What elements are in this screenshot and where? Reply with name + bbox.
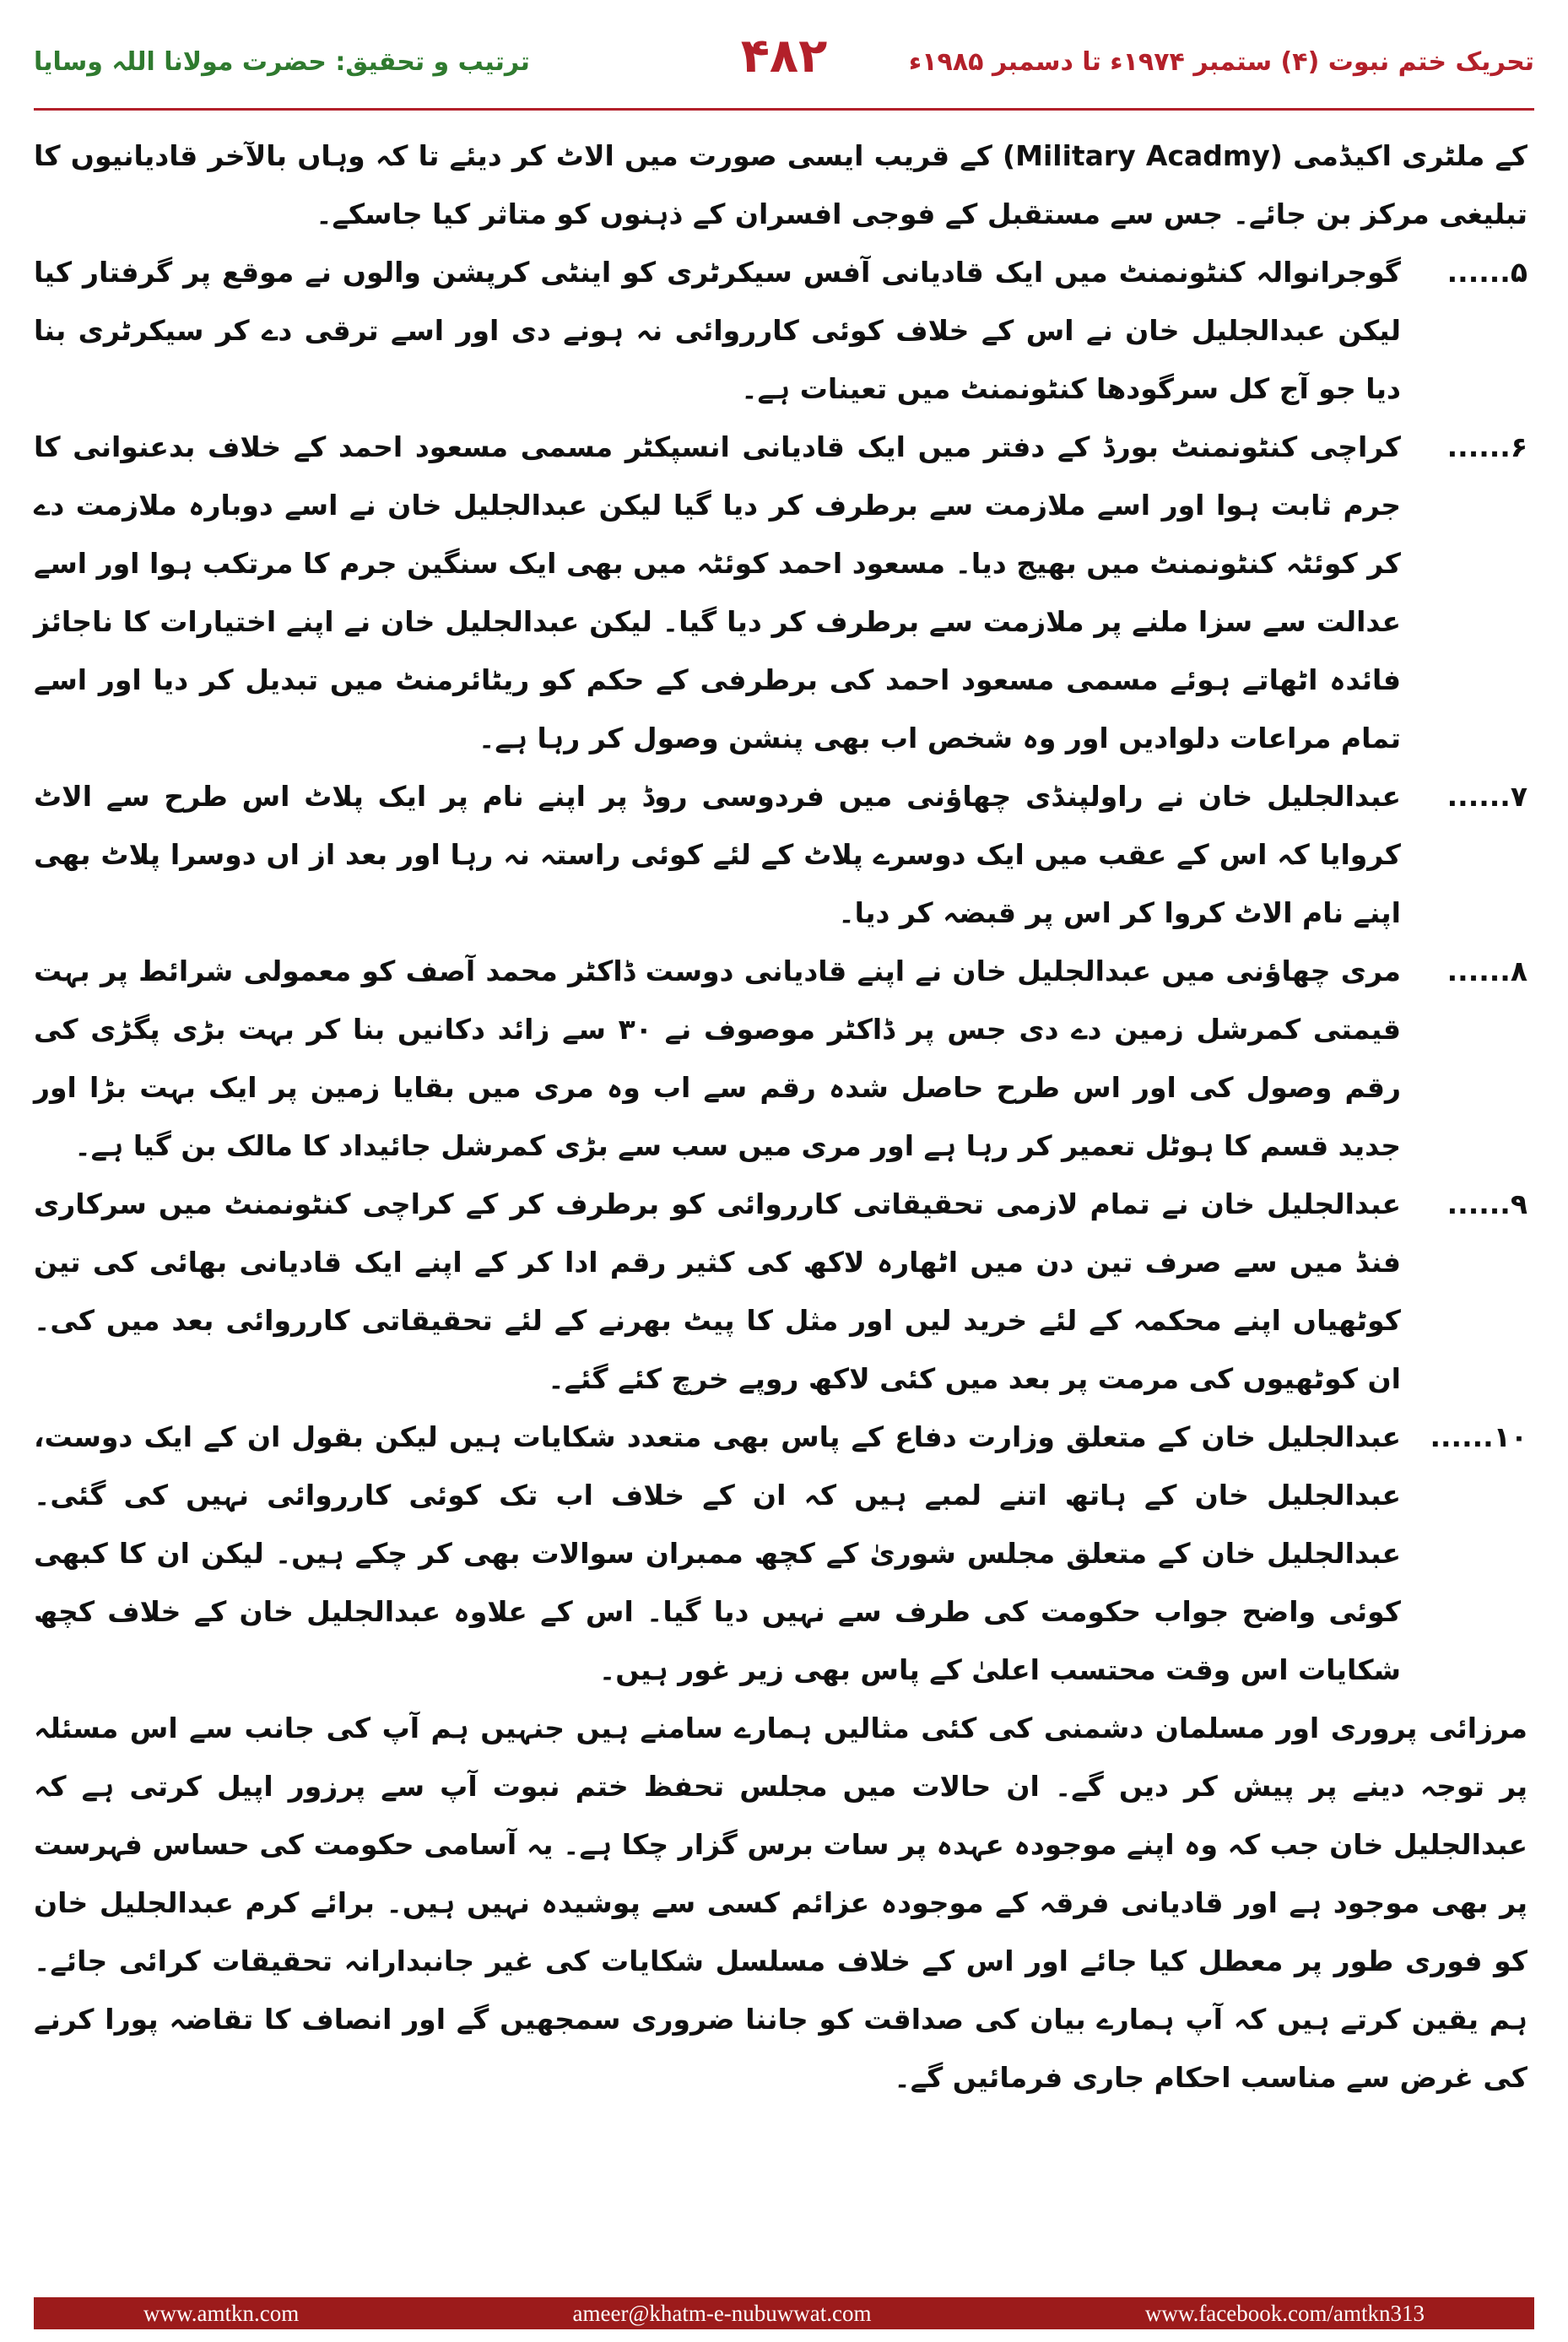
list-item bbox=[34, 418, 1527, 767]
item-text: عبدالجلیل خان نے راولپنڈی چھاؤنی میں فردوسی روڈ پر اپنے نام پر ایک پلاٹ اس طرح سے الاٹ کروایا کہ اس کے عقب میں ایک دوسرے پلاٹ کے لئے کوئی راستہ نہ رہا اور بعد از اں دوسرا پلاٹ بھی اپنے نام الاٹ کروا کر اس پر قبضہ کر دیا۔ bbox=[34, 780, 1401, 929]
closing-paragraph: مرزائی پروری اور مسلمان دشمنی کی کئی مثالیں ہمارے سامنے ہیں جنہیں ہم آپ کی جانب سے اس مسئلہ پر توجہ دینے پر پیش کر دیں گے۔ ان حالات میں مجلس تحفظ ختم نبوت آپ سے پرزور اپیل کرتی ہے کہ عبدالجلیل خان جب کہ وہ اپنے موجودہ عہدہ پر سات برس گزار چکا ہے۔ یہ آسامی حکومت کی حساس فہرست پر بھی موجود ہے اور قادیانی فرقہ کے موجودہ عزائم کسی سے پوشیدہ نہیں ہیں۔ برائے کرم عبدالجلیل خان کو فوری طور پر معطل کیا جائے اور اس کے خلاف مسلسل شکایات کی غیر جانبدارانہ تحقیقات کرائی جائے۔ ہم یقین کرتے ہیں کہ آپ ہمارے بیان کی صداقت کو جاننا ضروری سمجھیں گے اور انصاف کا تقاضہ پورا کرنے کی غرض سے مناسب احکام جاری فرمائیں گے۔ bbox=[34, 1712, 1528, 2094]
item-number: ۵...... bbox=[1446, 256, 1527, 289]
item-number: ۹...... bbox=[1446, 1187, 1527, 1220]
page-number: ۴۸۲ bbox=[740, 29, 828, 84]
item-text: کراچی کنٹونمنٹ بورڈ کے دفتر میں ایک قادیانی انسپکٹر مسمی مسعود احمد کے خلاف بدعنوانی کا جرم ثابت ہوا اور اسے ملازمت سے برطرف کر دیا گیا لیکن عبدالجلیل خان نے اسے دوبارہ ملازمت دے کر کوئٹہ کنٹونمنٹ میں بھیج دیا۔ مسعود احمد کوئٹہ میں بھی ایک سنگین جرم کا مرتکب ہوا اور اسے عدالت سے سزا ملنے پر ملازمت سے برطرف کر دیا گیا۔ لیکن عبدالجلیل خان نے اپنے اختیارات کا ناجائز فائدہ اٹھاتے ہوئے مسمی مسعود احمد کی برطرفی کے حکم کو ریٹائرمنٹ میں تبدیل کر دیا اور اسے تمام مراعات دلوادیں اور وہ شخص اب بھی پنشن وصول کر رہا ہے۔ bbox=[34, 430, 1401, 755]
facebook-link[interactable]: www.facebook.com/amtkn313 bbox=[1144, 2300, 1425, 2326]
list-item bbox=[34, 767, 1527, 942]
list-item bbox=[34, 1175, 1527, 1408]
email-link[interactable]: ameer@khatm-e-nubuwwat.com bbox=[572, 2300, 872, 2326]
compiler-credit: ترتیب و تحقیق: حضرت مولانا اللہ وسایا bbox=[34, 47, 530, 77]
list-item bbox=[34, 942, 1527, 1175]
list-item bbox=[34, 243, 1527, 418]
item-number: ۶...... bbox=[1446, 430, 1527, 463]
header-divider bbox=[34, 108, 1534, 111]
item-text: مری چھاؤنی میں عبدالجلیل خان نے اپنے قادیانی دوست ڈاکٹر محمد آصف کو معمولی شرائط پر بہت قیمتی کمرشل زمین دے دی جس پر ڈاکٹر موصوف نے ۳۰ سے زائد دکانیں بنا کر بہت بڑی پگڑی کی رقم وصول کی اور اس طرح حاصل شدہ رقم سے اب وہ مری میں بقایا زمین پر ایک بہت بڑا اور جدید قسم کا ہوٹل تعمیر کر رہا ہے اور مری میں سب سے بڑی کمرشل جائیداد کا مالک بن گیا ہے۔ bbox=[34, 955, 1401, 1162]
item-number: ۸...... bbox=[1446, 955, 1527, 987]
list-item bbox=[34, 1408, 1527, 1699]
document-body bbox=[34, 127, 1527, 2107]
website-link[interactable]: www.amtkn.com bbox=[143, 2300, 300, 2326]
item-number: ۱۰...... bbox=[1430, 1420, 1527, 1453]
page-header bbox=[34, 29, 1534, 105]
item-text: عبدالجلیل خان نے تمام لازمی تحقیقاتی کارروائی کو برطرف کر کے کراچی کنٹونمنٹ میں سرکاری فنڈ میں سے صرف تین دن میں اٹھارہ لاکھ کی کثیر رقم ادا کر کے اپنے ایک قادیانی بھائی کی تین کوٹھیاں اپنے محکمہ کے لئے خرید لیں اور مثل کا پیٹ بھرنے کے لئے تحقیقاتی کارروائی بعد میں کی۔ ان کوٹھیوں کی مرمت پر بعد میں کئی لاکھ روپے خرچ کئے گئے۔ bbox=[34, 1187, 1401, 1395]
book-title: تحریک ختم نبوت (۴) ستمبر ۱۹۷۴ء تا دسمبر ۱۹۸۵ء bbox=[908, 47, 1534, 77]
page-footer bbox=[34, 2297, 1534, 2329]
item-text: گوجرانوالہ کنٹونمنٹ میں ایک قادیانی آفس سیکرٹری کو اینٹی کرپشن والوں نے موقع پر گرفتار کیا لیکن عبدالجلیل خان نے اس کے خلاف کوئی کارروائی نہ ہونے دی اور اسے ترقی دے کر سیکرٹری بنا دیا جو آج کل سرگودھا کنٹونمنٹ میں تعینات ہے۔ bbox=[34, 256, 1401, 405]
item-number: ۷...... bbox=[1446, 780, 1527, 813]
intro-paragraph: کے ملٹری اکیڈمی (Military Acadmy) کے قریب ایسی صورت میں الاٹ کر دیئے تا کہ وہاں بالآخر قادیانیوں کا تبلیغی مرکز بن جائے۔ جس سے مستقبل کے فوجی افسران کے ذہنوں کو متاثر کیا جاسکے۔ bbox=[34, 139, 1527, 230]
item-text: عبدالجلیل خان کے متعلق وزارت دفاع کے پاس بھی متعدد شکایات ہیں لیکن بقول ان کے ایک دوست، عبدالجلیل خان کے ہاتھ اتنے لمبے ہیں کہ ان کے خلاف اب تک کوئی کارروائی نہیں کی گئی۔ عبدالجلیل خان کے متعلق مجلس شوریٰ کے کچھ ممبران سوالات بھی کر چکے ہیں۔ لیکن ان کا کبھی کوئی واضح جواب حکومت کی طرف سے نہیں دیا گیا۔ اس کے علاوہ عبدالجلیل خان کے خلاف کچھ شکایات اس وقت محتسب اعلیٰ کے پاس بھی زیر غور ہیں۔ bbox=[34, 1420, 1401, 1686]
